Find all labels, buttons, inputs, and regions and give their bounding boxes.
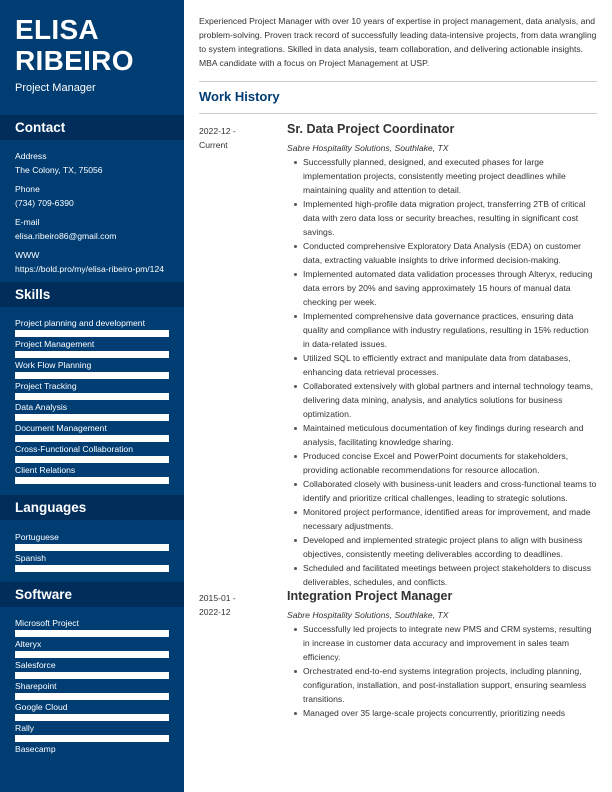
contact-value: https://bold.pro/my/elisa-ribeiro-pm/124: [15, 264, 165, 274]
software-label: Salesforce: [15, 660, 56, 670]
job-company: Sabre Hospitality Solutions, Southlake, TX: [287, 143, 449, 153]
job-bullet: Orchestrated end-to-end systems integration projects, including planning, configuration, installation, and post-installation support, ensuring seamless transitions.: [303, 664, 597, 706]
languages-label: Spanish: [15, 553, 47, 563]
software-item: [15, 679, 169, 700]
job-details: [287, 122, 597, 589]
contact-label: WWW: [15, 250, 40, 260]
job-bullet: Monitored project performance, identified areas for improvement, and made necessary adjustments.: [303, 505, 597, 533]
skills-label: Project Management: [15, 339, 95, 349]
software-item: [15, 616, 169, 637]
contact-item: [15, 215, 169, 243]
job-bullets: [287, 622, 597, 720]
contact-label: E-mail: [15, 217, 40, 227]
level-bar: [15, 372, 169, 379]
skills-label: Cross-Functional Collaboration: [15, 444, 133, 454]
divider: [199, 81, 597, 82]
last-name: RIBEIRO: [15, 45, 134, 76]
skills-label: Project planning and development: [15, 318, 145, 328]
contact-value: (734) 709-6390: [15, 198, 74, 208]
contact-item: [15, 149, 169, 177]
job-bullet: Maintained meticulous documentation of key findings during research and analysis, facilitating knowledge sharing.: [303, 421, 597, 449]
job-bullet: Managed over 35 large-scale projects concurrently, prioritizing needs: [303, 706, 597, 720]
job-company: Sabre Hospitality Solutions, Southlake, TX: [287, 610, 449, 620]
job-bullet: Implemented high-profile data migration project, transferring 2TB of critical data with zero data loss or security breaches, resulting in significant cost savings.: [303, 197, 597, 239]
skills-heading: Skills: [0, 282, 184, 307]
software-label: Basecamp: [15, 744, 56, 754]
software-label: Microsoft Project: [15, 618, 79, 628]
jobs-list: [199, 122, 597, 720]
contact-label: Phone: [15, 184, 40, 194]
divider: [199, 113, 597, 114]
skills-item: [15, 463, 169, 484]
job-details: [287, 589, 597, 720]
job-bullet: Successfully led projects to integrate new PMS and CRM systems, resulting in increase in customer data accuracy and improvement in sales team efficiency.: [303, 622, 597, 664]
contact-value: The Colony, TX, 75056: [15, 165, 103, 175]
contact-label: Address: [15, 151, 47, 161]
level-bar: [15, 393, 169, 400]
level-bar: [15, 672, 169, 679]
level-bar: [15, 330, 169, 337]
job-bullet: Produced concise Excel and PowerPoint documents for stakeholders, providing actionable recommendations for resource allocation.: [303, 449, 597, 477]
job-date-end: 2022-12: [199, 607, 231, 617]
job-bullet: Developed and implemented strategic project plans to align with business objectives, consistently meeting deliverables according to deadlines.: [303, 533, 597, 561]
level-bar: [15, 544, 169, 551]
software-item: [15, 700, 169, 721]
software-label: Alteryx: [15, 639, 42, 649]
contact-value: elisa.ribeiro86@gmail.com: [15, 231, 117, 241]
candidate-name: [0, 14, 184, 76]
contact-item: [15, 182, 169, 210]
languages-list: [0, 520, 184, 572]
software-item: [15, 658, 169, 679]
skills-item: [15, 400, 169, 421]
contact-list: [0, 140, 184, 276]
job-dates: [199, 122, 287, 589]
main-content: [199, 14, 597, 720]
skills-list: [0, 307, 184, 484]
job-bullet: Successfully planned, designed, and executed phases for large implementation projects, consistently meeting project deadlines while maintaining quality and attention to detail.: [303, 155, 597, 197]
job-bullets: [287, 155, 597, 589]
skills-item: [15, 442, 169, 463]
summary: Experienced Project Manager with over 10 years of expertise in project management, data analysis, and problem-solving. Proven track record of successfully leading data-intensive projects, from data wrangling to system integrations. Skilled in data analysis, team collaboration, and delivering actionable insights. MBA candidate with a focus on Project Management at USP.: [199, 16, 597, 68]
skills-label: Data Analysis: [15, 402, 68, 412]
contact-heading: Contact: [0, 115, 184, 140]
level-bar: [15, 351, 169, 358]
skills-item: [15, 337, 169, 358]
job-bullet: Utilized SQL to efficiently extract and manipulate data from databases, enhancing data retrieval processes.: [303, 351, 597, 379]
job-title: Sr. Data Project Coordinator: [287, 122, 455, 136]
software-item: [15, 721, 169, 742]
job-entry: [199, 589, 597, 720]
skills-label: Document Management: [15, 423, 107, 433]
job-bullet: Conducted comprehensive Exploratory Data Analysis (EDA) on customer data, extracting valuable insights to drive informed decision-making.: [303, 239, 597, 267]
skills-item: [15, 421, 169, 442]
first-name: ELISA: [15, 14, 99, 45]
job-title: Project Manager: [15, 82, 96, 94]
software-item: [15, 637, 169, 658]
skills-label: Client Relations: [15, 465, 76, 475]
sidebar: [0, 0, 184, 792]
software-label: Sharepoint: [15, 681, 57, 691]
languages-item: [15, 551, 169, 572]
skills-label: Work Flow Planning: [15, 360, 92, 370]
job-title: Integration Project Manager: [287, 589, 453, 603]
software-item: [15, 742, 169, 763]
work-history-heading: Work History: [199, 89, 280, 104]
skills-item: [15, 379, 169, 400]
level-bar: [15, 630, 169, 637]
contact-item: [15, 248, 169, 276]
level-bar: [15, 414, 169, 421]
job-date-start: 2015-01 -: [199, 593, 236, 603]
level-bar: [15, 651, 169, 658]
job-date-start: 2022-12 -: [199, 126, 236, 136]
level-bar: [15, 477, 169, 484]
job-dates: [199, 589, 287, 720]
software-label: Google Cloud: [15, 702, 68, 712]
software-heading: Software: [0, 582, 184, 607]
job-bullet: Collaborated extensively with global partners and internal technology teams, delivering data mining, analysis, and analytics solutions for business optimization.: [303, 379, 597, 421]
software-list: [0, 607, 184, 763]
job-bullet: Scheduled and facilitated meetings between project stakeholders to discuss deliverables, schedules, and conflicts.: [303, 561, 597, 589]
level-bar: [15, 714, 169, 721]
languages-heading: Languages: [0, 495, 184, 520]
job-bullet: Implemented automated data validation processes through Alteryx, reducing data errors by 20% and saving approximately 15 hours of manual data checking per week.: [303, 267, 597, 309]
level-bar: [15, 456, 169, 463]
level-bar: [15, 565, 169, 572]
level-bar: [15, 735, 169, 742]
software-label: Rally: [15, 723, 35, 733]
job-bullet: Implemented comprehensive data governance practices, ensuring data quality and compliance with industry regulations, resulting in 15% reduction in data-related issues.: [303, 309, 597, 351]
job-entry: [199, 122, 597, 589]
languages-label: Portuguese: [15, 532, 59, 542]
skills-label: Project Tracking: [15, 381, 77, 391]
job-date-end: Current: [199, 140, 228, 150]
skills-item: [15, 358, 169, 379]
job-bullet: Collaborated closely with business-unit leaders and cross-functional teams to identify and prioritize critical challenges, leading to strategic solutions.: [303, 479, 597, 503]
level-bar: [15, 693, 169, 700]
skills-item: [15, 316, 169, 337]
languages-item: [15, 530, 169, 551]
level-bar: [15, 435, 169, 442]
